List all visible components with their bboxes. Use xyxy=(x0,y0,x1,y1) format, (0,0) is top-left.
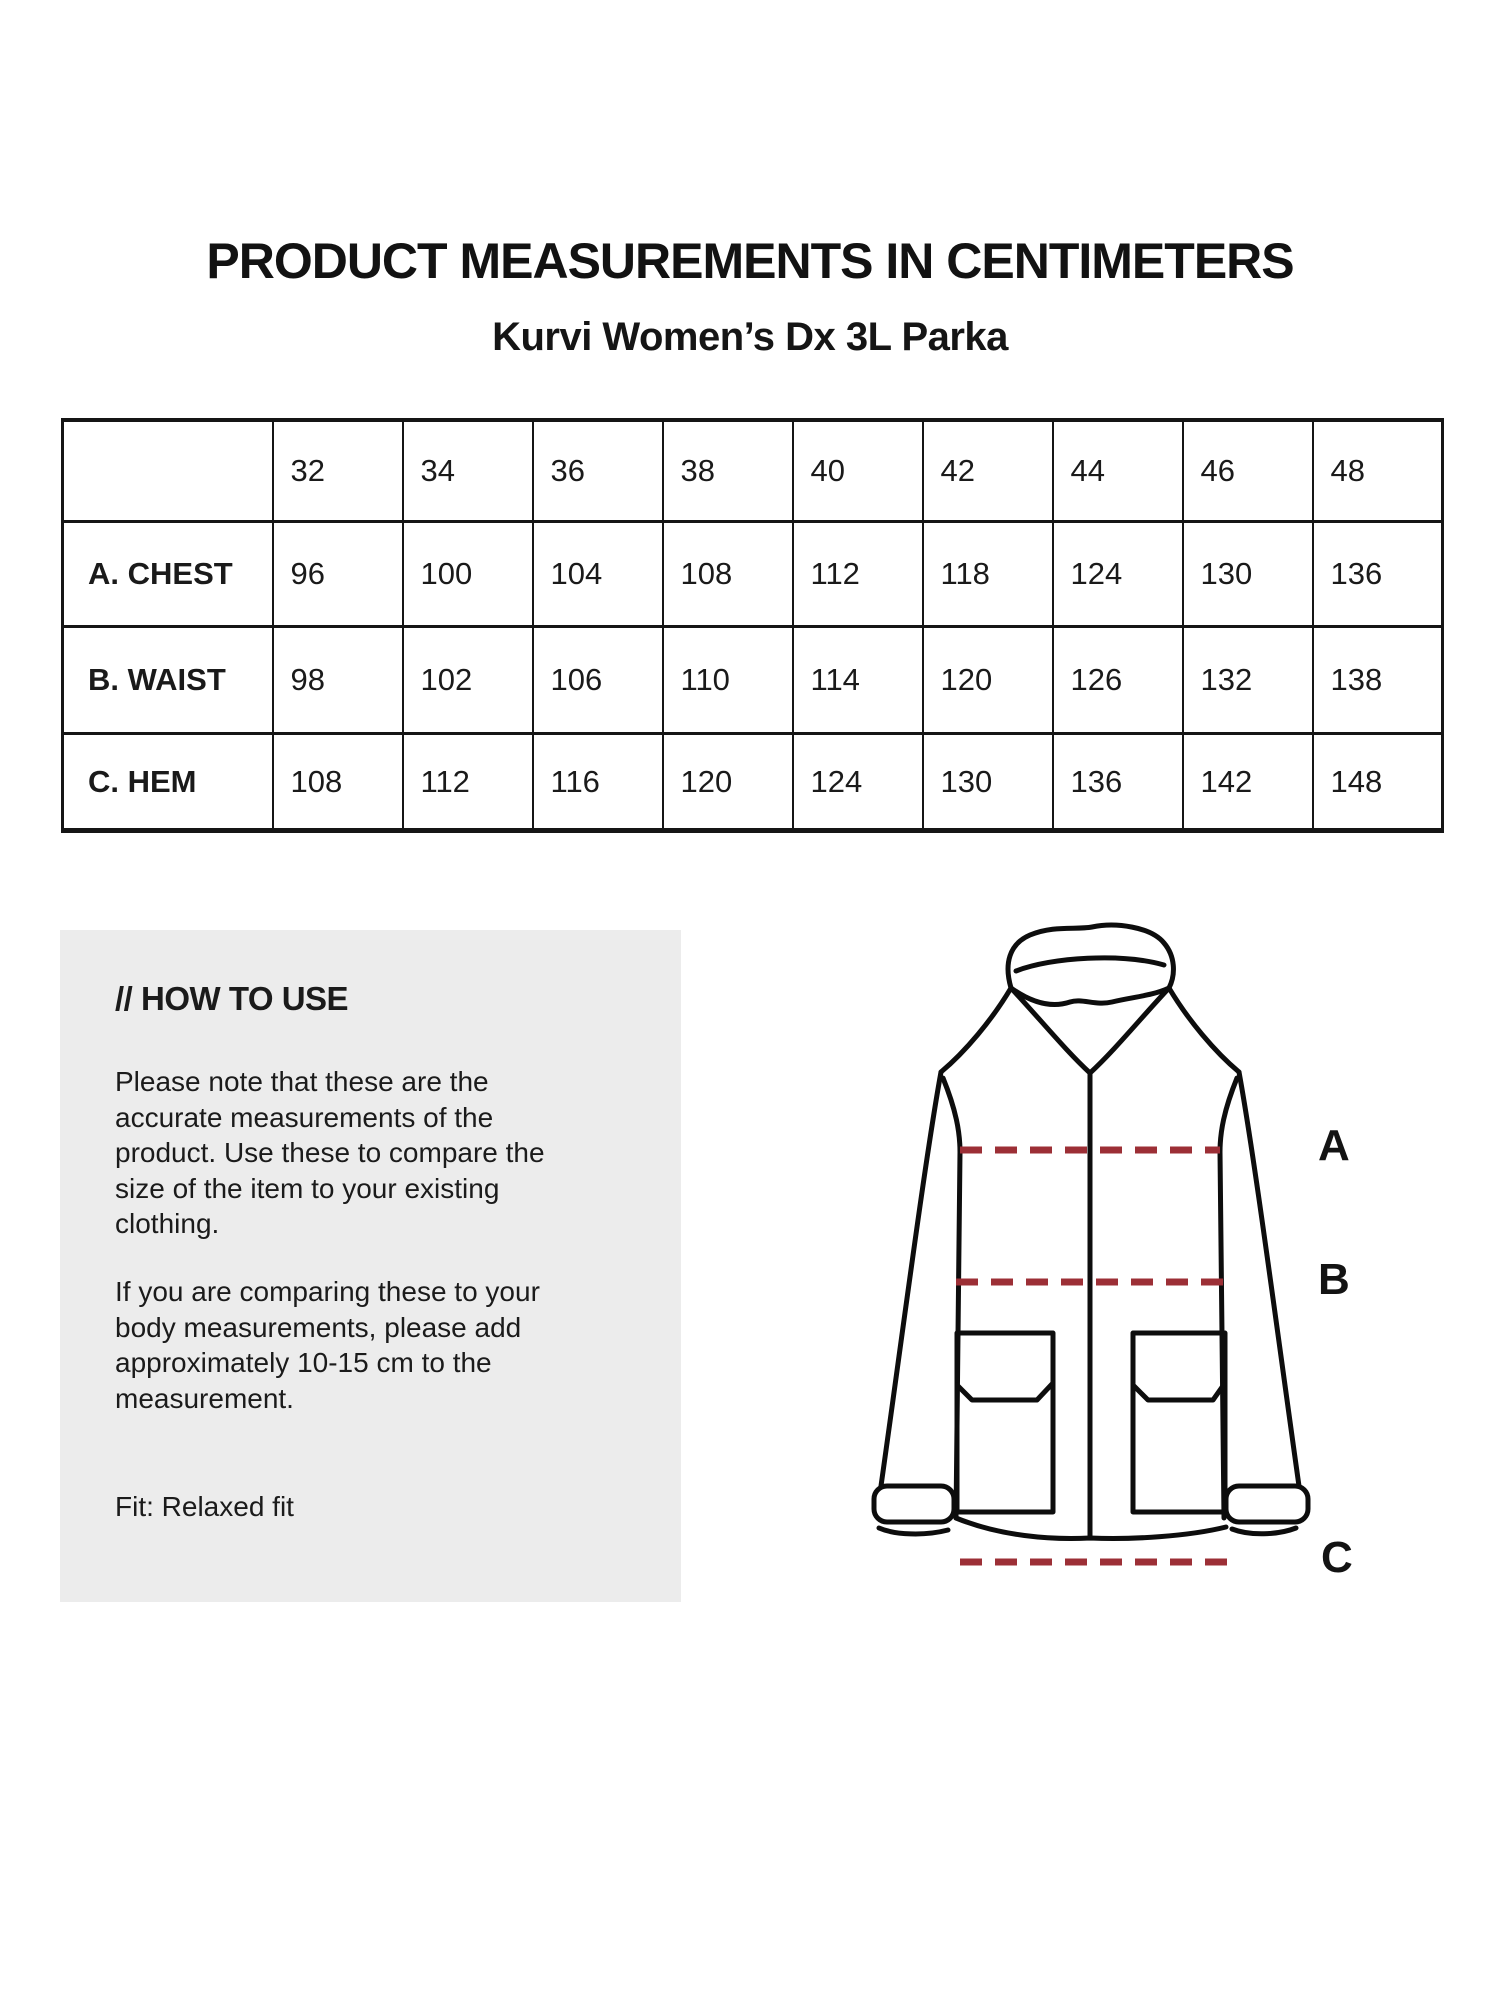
paragraph-line: If you are comparing these to your xyxy=(115,1276,540,1307)
paragraph-line: body measurements, please add xyxy=(115,1311,522,1343)
parka-outline-drawing xyxy=(830,910,1400,1590)
cuff-right xyxy=(1226,1486,1308,1522)
waist-value-cell: 98 xyxy=(273,627,403,734)
pocket-flap-right xyxy=(1133,1383,1225,1400)
chest-value-cell: 136 xyxy=(1313,522,1443,627)
hem-value-cell: 130 xyxy=(923,734,1053,831)
how-to-use-heading: // HOW TO USE xyxy=(115,980,349,1017)
paragraph-line: product. Use these to compare the xyxy=(115,1137,545,1168)
hem-value-cell: 148 xyxy=(1313,734,1443,831)
hem-measure-label: C xyxy=(1321,1533,1353,1582)
waist-value-cell: 138 xyxy=(1313,627,1443,734)
size-header-cell: 32 xyxy=(273,420,403,522)
row-label-hem: C. HEM xyxy=(63,734,273,831)
table-row-chest xyxy=(63,522,1443,627)
hem-value-cell: 112 xyxy=(403,734,533,831)
size-header-cell: 40 xyxy=(793,420,923,522)
waist-value-cell: 120 xyxy=(923,627,1053,734)
chest-value-cell: 108 xyxy=(663,522,793,627)
waist-value-cell: 132 xyxy=(1183,627,1313,734)
fit-note: Fit: Relaxed fit xyxy=(115,1491,294,1522)
table-row-waist xyxy=(63,627,1443,734)
hem-value-cell: 124 xyxy=(793,734,923,831)
chest-measure-label: A xyxy=(1318,1121,1350,1170)
size-header-cell: 36 xyxy=(533,420,663,522)
paragraph-line: measurement. xyxy=(115,1382,294,1414)
table-row-hem xyxy=(63,734,1443,831)
cuff-left xyxy=(874,1486,954,1522)
cuff-fold-left xyxy=(879,1528,948,1534)
chest-value-cell: 104 xyxy=(533,522,663,627)
waist-value-cell: 106 xyxy=(533,627,663,734)
chest-value-cell: 118 xyxy=(923,522,1053,627)
chest-value-cell: 100 xyxy=(403,522,533,627)
product-name-subtitle: Kurvi Women’s Dx 3L Parka xyxy=(492,315,1008,359)
hood-side-right xyxy=(1169,988,1239,1072)
sleeve-outer-right xyxy=(1239,1072,1299,1486)
hem-value-cell: 142 xyxy=(1183,734,1313,831)
paragraph-line: size of the item to your existing xyxy=(115,1172,500,1204)
hem-value-cell: 116 xyxy=(533,734,663,831)
cuff-fold-right xyxy=(1232,1528,1296,1534)
waist-measure-label: B xyxy=(1318,1255,1350,1304)
paragraph-line: clothing. xyxy=(115,1208,220,1239)
waist-value-cell: 102 xyxy=(403,627,533,734)
pocket-flap-left xyxy=(957,1383,1053,1400)
hood-chin-line xyxy=(1011,988,1169,1004)
pocket-right xyxy=(1133,1333,1225,1512)
how-to-use-paragraph-1 xyxy=(115,1064,635,1242)
size-header-cell: 44 xyxy=(1053,420,1183,522)
size-header-cell: 42 xyxy=(923,420,1053,522)
hem-value-cell: 108 xyxy=(273,734,403,831)
measurements-table xyxy=(61,418,1444,833)
hem-value-cell: 120 xyxy=(663,734,793,831)
row-label-chest: A. CHEST xyxy=(63,522,273,627)
chest-value-cell: 112 xyxy=(793,522,923,627)
hood-opening-line xyxy=(1016,958,1164,971)
waist-value-cell: 110 xyxy=(663,627,793,734)
size-header-cell: 46 xyxy=(1183,420,1313,522)
hem-value-cell: 136 xyxy=(1053,734,1183,831)
how-to-use-panel xyxy=(60,930,681,1602)
pocket-left xyxy=(957,1333,1053,1512)
size-header-cell: 48 xyxy=(1313,420,1443,522)
waist-value-cell: 114 xyxy=(793,627,923,734)
paragraph-line: accurate measurements of the xyxy=(115,1101,494,1133)
paragraph-line: Please note that these are the xyxy=(115,1066,489,1097)
sleeve-outer-left xyxy=(881,1072,941,1486)
chest-value-cell: 124 xyxy=(1053,522,1183,627)
paragraph-line: approximately 10-15 cm to the xyxy=(115,1347,492,1378)
chest-value-cell: 96 xyxy=(273,522,403,627)
size-header-cell: 34 xyxy=(403,420,533,522)
size-header-cell: 38 xyxy=(663,420,793,522)
how-to-use-paragraph-2 xyxy=(115,1274,635,1416)
chest-value-cell: 130 xyxy=(1183,522,1313,627)
table-row-sizes xyxy=(63,420,1443,522)
row-label-waist: B. WAIST xyxy=(63,627,273,734)
hood-side-left xyxy=(941,988,1011,1072)
table-corner-cell xyxy=(63,420,273,522)
page-title: PRODUCT MEASUREMENTS IN CENTIMETERS xyxy=(206,233,1294,289)
waist-value-cell: 126 xyxy=(1053,627,1183,734)
